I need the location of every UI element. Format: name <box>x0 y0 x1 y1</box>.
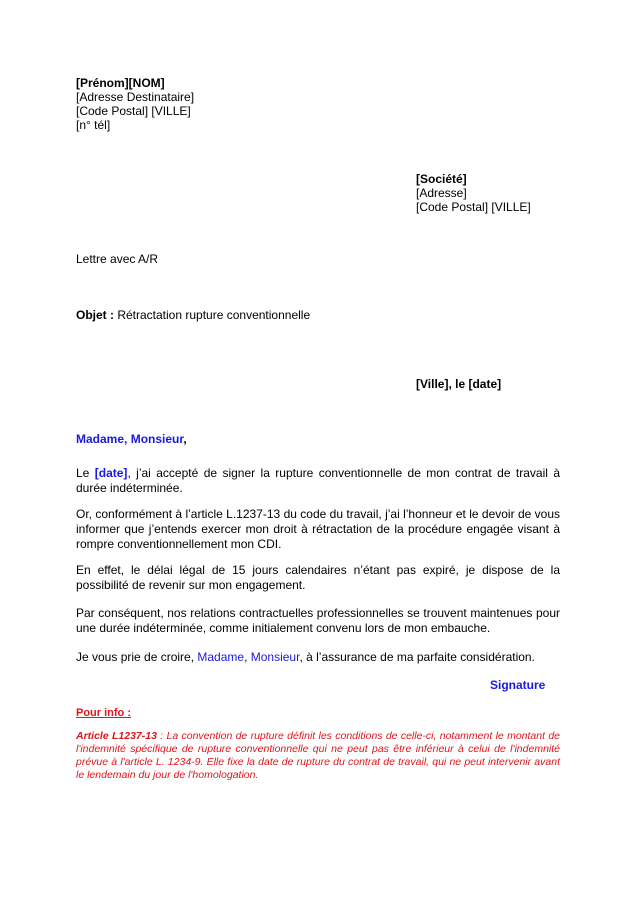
closing-sep: , <box>244 650 251 664</box>
p1-date: [date] <box>94 466 128 480</box>
sender-name: [Prénom][NOM] <box>76 76 165 90</box>
subject-label: Objet : <box>76 308 114 322</box>
salutation-end: , <box>183 432 187 446</box>
recipient-company: [Société] <box>416 172 467 186</box>
delivery-mode: Lettre avec A/R <box>76 252 159 266</box>
salutation <box>76 432 187 446</box>
salutation-monsieur: Monsieur <box>130 432 184 446</box>
subject-text: Rétractation rupture conventionnelle <box>114 308 311 322</box>
paragraph-4: Par conséquent, nos relations contractuelles professionnelles se trouvent maintenues pour une durée indéterminée, comme initialement convenu lors de mon embauche. <box>76 606 560 635</box>
p1-rest: , j’ai accepté de signer la rupture conventionnelle de mon contrat de travail à durée indéterminée. <box>76 466 560 495</box>
info-note <box>76 730 560 782</box>
closing-monsieur: Monsieur <box>250 650 300 664</box>
info-text: : La convention de rupture définit les conditions de celle-ci, notamment le montant de l'indemnité spécifique de rupture conventionnelle qui ne peut pas être inférieur à celui de l'indemnité prévue à l'article L. 1234-9. Elle fixe la date de rupture du contrat de travail, qui ne peut intervenir avant le lendemain du jour de l'homologation. <box>76 730 561 781</box>
sender-postal-city: [Code Postal] [VILLE] <box>76 104 191 118</box>
closing-rest: , à l’assurance de ma parfaite considération. <box>299 650 535 664</box>
recipient-block <box>416 172 531 214</box>
recipient-postal-city: [Code Postal] [VILLE] <box>416 200 531 214</box>
salutation-madame: Madame <box>76 432 125 446</box>
paragraph-3: En effet, le délai légal de 15 jours calendaires n’étant pas expiré, je dispose de la possibilité de revenir sur mon engagement. <box>76 563 560 592</box>
subject-line <box>76 308 310 322</box>
info-heading: Pour info : <box>76 707 131 719</box>
sender-address: [Adresse Destinataire] <box>76 90 195 104</box>
place-date: [Ville], le [date] <box>416 377 502 391</box>
recipient-address: [Adresse] <box>416 186 467 200</box>
sender-phone: [n° tél] <box>76 118 111 132</box>
paragraph-2: Or, conformément à l’article L.1237-13 du code du travail, j’ai l’honneur et le devoir de vous informer que j’entends exercer mon droit à rétractation de la procédure engagée visant à rompre conventionnellement mon CDI. <box>76 507 560 551</box>
closing-prefix: Je vous prie de croire, <box>76 650 198 664</box>
paragraph-1 <box>76 466 560 496</box>
signature: Signature <box>490 678 546 692</box>
sender-block <box>76 76 194 132</box>
closing-madame: Madame <box>197 650 245 664</box>
info-article: Article L1237-13 <box>76 730 157 742</box>
p1-prefix: Le <box>76 466 95 480</box>
salutation-sep: , <box>124 432 131 446</box>
closing-paragraph <box>76 650 560 665</box>
